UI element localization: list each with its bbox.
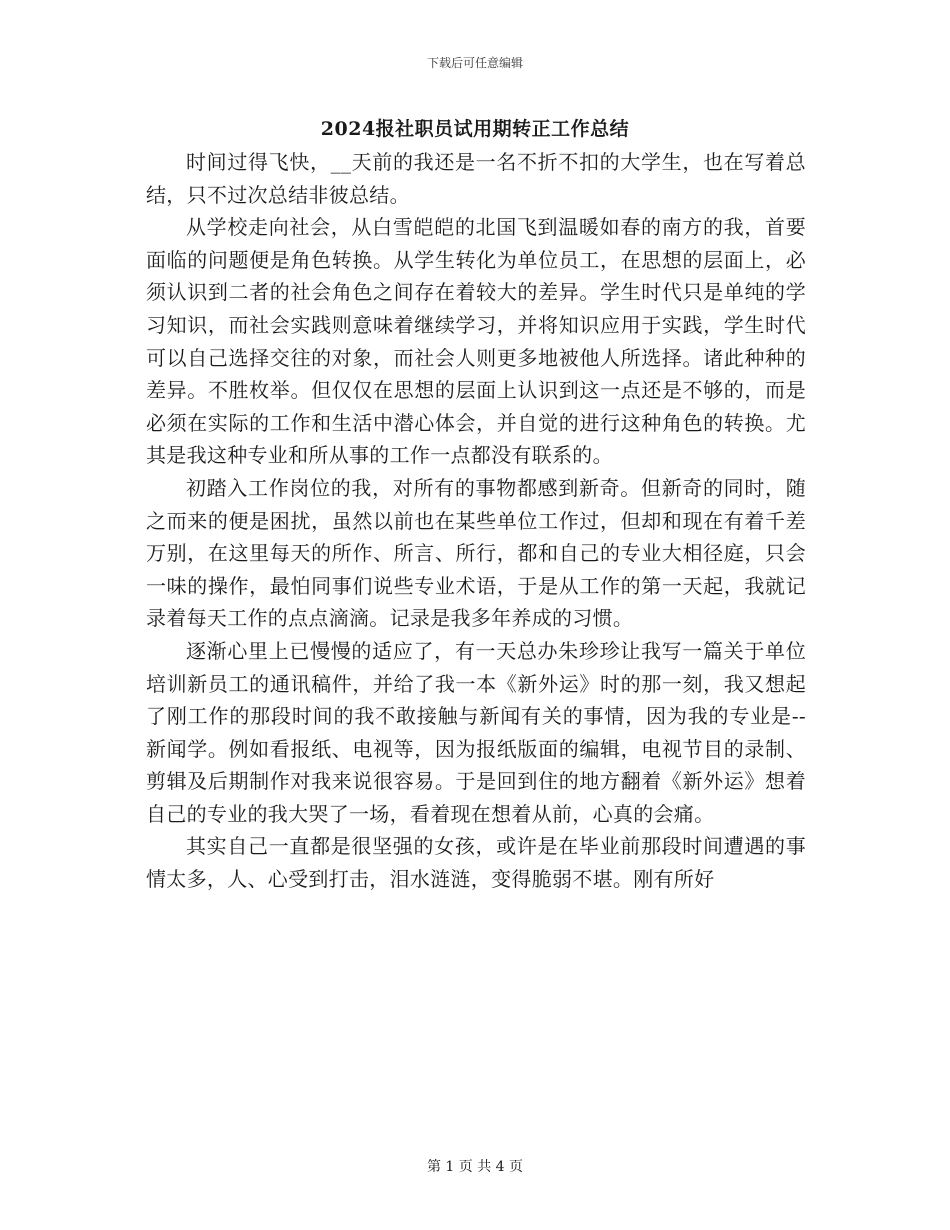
paragraph: 从学校走向社会，从白雪皑皑的北国飞到温暖如春的南方的我，首要面临的问题便是角色转换。从学生转化为单位员工，在思想的层面上，必须认识到二者的社会角色之间存在着较大的差异。学生时代只是单纯的学习知识，而社会实践则意味着继续学习，并将知识应用于实践，学生时代可以自己选择交往的对象，而社会人则更多地被他人所选择。诸此种种的差异。不胜枚举。但仅仅在思想的层面上认识到这一点还是不够的，而是必须在实际的工作和生活中潜心体会，并自觉的进行这种角色的转换。尤其是我这种专业和所从事的工作一点都没有联系的。 [146,215,806,468]
page-number-footer: 第 1 页 共 4 页 [426,1159,524,1175]
paragraph: 逐渐心里上已慢慢的适应了，有一天总办朱珍珍让我写一篇关于单位培训新员工的通讯稿件，并给了我一本《新外运》时的那一刻，我又想起了刚工作的那段时间的我不敢接触与新闻有关的事情，因为我的专业是--新闻学。例如看报纸、电视等，因为报纸版面的编辑，电视节目的录制、剪辑及后期制作对我来说很容易。于是回到住的地方翻着《新外运》想着自己的专业的我大哭了一场，看着现在想着从前，心真的会痛。 [146,638,806,826]
paragraph: 时间过得飞快，__天前的我还是一名不折不扣的大学生，也在写着总结，只不过次总结非彼总结。 [146,150,806,207]
document-title: 2024报社职员试用期转正工作总结 [320,118,630,140]
paragraph: 初踏入工作岗位的我，对所有的事物都感到新奇。但新奇的同时，随之而来的便是困扰，虽然以前也在某些单位工作过，但却和现在有着千差万别，在这里每天的所作、所言、所行，都和自己的专业大相径庭，只会一味的操作，最怕同事们说些专业术语，于是从工作的第一天起，我就记录着每天工作的点点滴滴。记录是我多年养成的习惯。 [146,475,806,631]
document-body [146,146,806,896]
header-note: 下载后可任意编辑 [426,56,523,70]
paragraph: 其实自己一直都是很坚强的女孩，或许是在毕业前那段时间遭遇的事情太多，人、心受到打击，泪水涟涟，变得脆弱不堪。刚有所好 [146,834,806,892]
